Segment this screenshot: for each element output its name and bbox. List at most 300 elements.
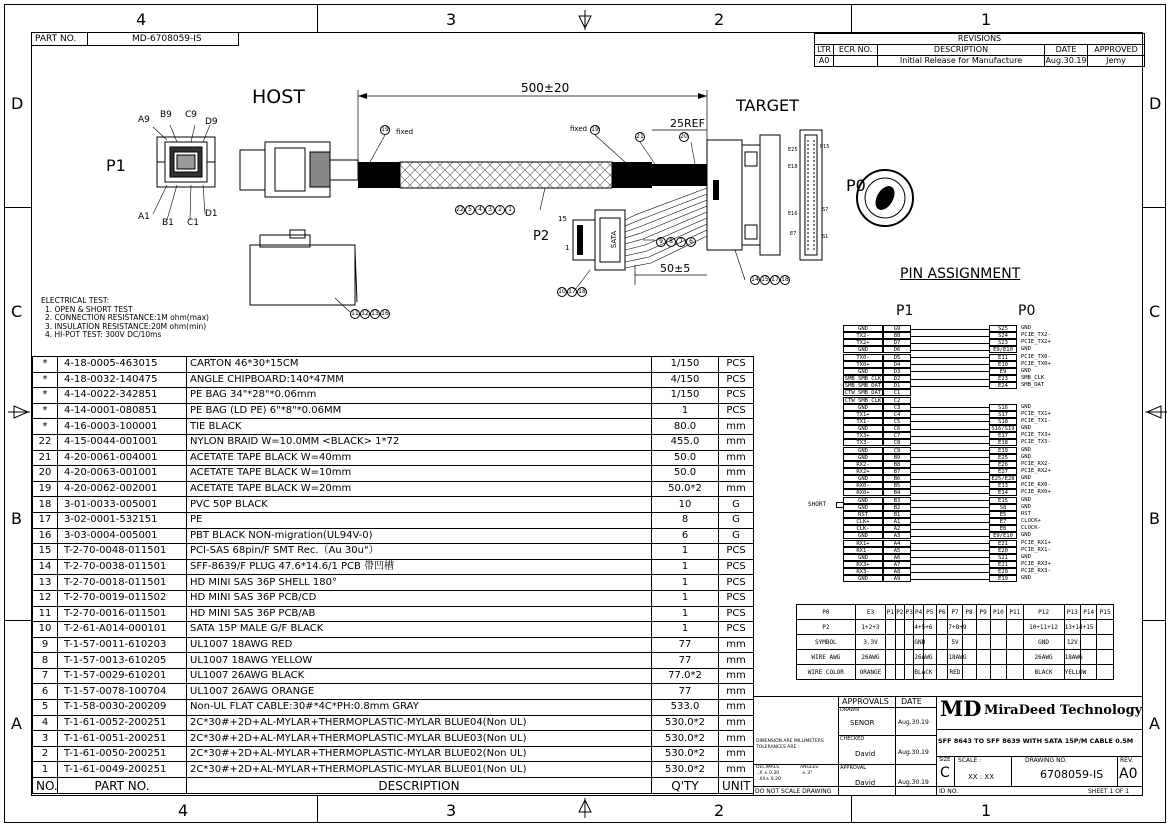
bom-row <box>33 590 754 606</box>
bom-cell: G <box>719 528 754 544</box>
bom-cell: mm <box>719 434 754 450</box>
bom-cell: SATA 15P MALE G/F BLACK <box>187 622 652 638</box>
bom-row <box>33 528 754 544</box>
wire-cell: 26AWG <box>914 650 923 665</box>
bom-row <box>33 544 754 560</box>
wire-cell: P1 <box>886 605 895 620</box>
pin-wire <box>911 572 989 573</box>
balloon: 13 <box>371 310 379 317</box>
pin-cell: A8 <box>883 568 911 575</box>
pin-cell: PCIE_TX2+ <box>1021 339 1051 346</box>
wire-cell <box>936 635 948 650</box>
bom-cell: T-1-61-0051-200251 <box>58 731 187 747</box>
bom-cell: T-1-57-0078-100704 <box>58 684 187 700</box>
bom-cell: 4-15-0044-001001 <box>58 434 187 450</box>
wire-cell <box>1007 665 1023 680</box>
pin-row <box>843 397 1063 404</box>
pin-cell: B6 <box>883 475 911 482</box>
bom-cell: 13 <box>33 575 58 591</box>
bom-cell: 533.0 <box>652 700 719 716</box>
bom-cell: mm <box>719 419 754 435</box>
pin-cell: GND <box>843 554 883 561</box>
p1-label: P1 <box>106 156 126 175</box>
host-connector-side-view <box>250 230 357 305</box>
bom-row <box>33 746 754 762</box>
no-scale-note: DO NOT SCALE DRAWING <box>755 788 832 795</box>
bom-row <box>33 357 754 373</box>
bom-cell: mm <box>719 746 754 762</box>
wire-cell: 13+14+15 <box>1064 620 1080 635</box>
pin-cell: E23 <box>989 375 1017 382</box>
tape-21 <box>652 164 707 186</box>
pin-wire <box>911 429 989 430</box>
electrical-test-line: 4. HI-POT TEST: 300V DC/10ms <box>45 330 162 339</box>
bom-row <box>33 606 754 622</box>
pin-wire <box>911 450 989 451</box>
bom-cell: PCS <box>719 403 754 419</box>
angles-label: ANGLES <box>800 765 819 770</box>
wire-cell: 10+11+12 <box>1023 620 1064 635</box>
drawn-label: DRAWN <box>840 707 859 713</box>
pin-wire <box>911 557 989 558</box>
short-label: SHORT <box>808 501 827 508</box>
pin-wire <box>911 407 989 408</box>
fixed-label: fixed <box>570 125 588 133</box>
pin-cell: GND <box>1021 325 1031 331</box>
wire-cell: P15 <box>1097 605 1114 620</box>
pin-cell: A4 <box>883 540 911 547</box>
bom-cell: 4-14-0022-342851 <box>58 388 187 404</box>
pin-cell: GND <box>843 425 883 432</box>
id-no-label: ID NO. <box>939 788 959 795</box>
wire-row <box>797 665 1114 680</box>
pin-cell: E20 <box>989 568 1017 575</box>
sata-text: SATA <box>610 230 619 249</box>
pin-cell: B8 <box>883 461 911 468</box>
pin-cell: C8 <box>883 439 911 446</box>
bom-row <box>33 668 754 684</box>
pin-cell: TX2+ <box>843 339 883 346</box>
bom-cell: T-2-70-0019-011502 <box>58 590 187 606</box>
balloon: 20 <box>680 133 688 140</box>
tolerance-x: .X ± 0.30 <box>758 771 780 776</box>
pin-cell: B5 <box>883 482 911 489</box>
rev-label: REV. <box>1120 757 1134 764</box>
balloon: 12 <box>361 310 369 317</box>
pin-cell: D2 <box>883 375 911 382</box>
balloon: 7 <box>676 237 686 247</box>
bom-cell: T-1-61-0050-200251 <box>58 746 187 762</box>
balloon: 9 <box>656 237 666 247</box>
pin-wire <box>911 550 989 551</box>
bom-cell: 22 <box>33 434 58 450</box>
wire-cell: GND <box>914 635 923 650</box>
wire-cell <box>990 650 1006 665</box>
balloon: 18 <box>578 288 586 295</box>
bom-cell: mm <box>719 450 754 466</box>
bom-cell: G <box>719 512 754 528</box>
wire-cell <box>905 650 914 665</box>
tb-line <box>1117 756 1118 786</box>
bom-cell: 2 <box>33 746 58 762</box>
company-name: MiraDeed Technology <box>984 703 1143 718</box>
wire-cell <box>895 665 904 680</box>
rev-header: DESCRIPTION <box>878 45 1045 56</box>
bom-cell: PCS <box>719 606 754 622</box>
bom-cell: mm <box>719 762 754 778</box>
balloon: 4 <box>475 205 485 215</box>
bom-cell: 4-16-0003-100001 <box>58 419 187 435</box>
bom-cell: * <box>33 403 58 419</box>
balloon-group-5 <box>350 309 390 319</box>
bom-cell: 2C*30#+2D+AL-MYLAR+THERMOPLASTIC-MYLAR BLUE02(Non UL) <box>187 746 652 762</box>
scale-label: SCALE : <box>958 757 982 764</box>
part-no-box <box>31 32 239 46</box>
pin-cell: GND <box>843 368 883 375</box>
bom-cell: mm <box>719 715 754 731</box>
bom-cell: 5 <box>33 700 58 716</box>
bom-cell: PCS <box>719 357 754 373</box>
center-mark-right <box>1145 405 1167 419</box>
rev-header: DATE <box>1045 45 1088 56</box>
approval-label: APPROVAL <box>840 765 867 771</box>
bom-cell: HD MINI SAS 36P PCB/CD <box>187 590 652 606</box>
wire-cell: P9 <box>976 605 990 620</box>
bom-cell: 6 <box>33 684 58 700</box>
pin-cell: A9 <box>883 575 911 582</box>
pin-cell: C4 <box>883 411 911 418</box>
pin-cell: GND <box>1021 532 1031 539</box>
pin-label: A9 <box>138 115 150 125</box>
pin-cell: E8 <box>989 525 1017 532</box>
tb-line <box>936 729 1143 730</box>
balloon: 1 <box>505 205 515 215</box>
electrical-test-line: 3. INSULATION RESISTANCE:20M ohm(min) <box>45 321 207 331</box>
bom-cell: 4-20-0061-004001 <box>58 450 187 466</box>
pin-cell: GND <box>1021 453 1031 460</box>
pin-cell: SMB_DAT <box>1021 382 1045 389</box>
pin-cell: D4 <box>883 361 911 368</box>
pin-cell: GND <box>843 447 883 454</box>
rev-cell: Aug.30.19 <box>1045 56 1087 65</box>
balloon: 6 <box>686 237 696 247</box>
pin-cell: E18 <box>989 439 1017 446</box>
pin-cell: B3 <box>883 497 911 504</box>
pin-row <box>843 389 1063 396</box>
balloon: 10 <box>558 288 566 295</box>
electrical-test-notes <box>41 297 209 340</box>
balloon: 18 <box>781 276 789 283</box>
p0-pin-label: P15 <box>820 144 830 150</box>
bom-row <box>33 715 754 731</box>
pin-wire <box>911 500 989 501</box>
bom-cell: 4-14-0001-080851 <box>58 403 187 419</box>
bom-row <box>33 466 754 482</box>
pin-cell: RST <box>1021 510 1031 517</box>
p0-pin-label: S1 <box>822 234 829 240</box>
bom-cell: UL1007 26AWG ORANGE <box>187 684 652 700</box>
sheet-label: SHEET 1 OF 1 <box>1088 788 1130 795</box>
bom-cell: mm <box>719 668 754 684</box>
pin-cell: D3 <box>883 368 911 375</box>
pin-cell: PCIE_TX2- <box>1021 332 1051 339</box>
bom-cell: 1 <box>652 575 719 591</box>
rev-cell <box>834 56 878 67</box>
pin-cell: CLK- <box>843 525 883 532</box>
pin-cell: E27 <box>989 468 1017 475</box>
wire-cell <box>936 665 948 680</box>
target-connector <box>707 135 780 255</box>
wire-cell: P4 <box>914 605 923 620</box>
bom-row <box>33 403 754 419</box>
pin-cell: A5 <box>883 547 911 554</box>
balloon: 3 <box>485 205 495 215</box>
pin-cell: SMB_CLK <box>1021 375 1045 382</box>
bom-cell: 1 <box>652 559 719 575</box>
pin-cell: RX3- <box>843 568 883 575</box>
balloon: 16 <box>381 310 389 317</box>
pin-cell: E9 <box>989 368 1017 375</box>
bom-cell: 4-20-0062-002001 <box>58 481 187 497</box>
pin-cell: GND <box>843 404 883 411</box>
sata-pin-label: 1 <box>565 244 570 252</box>
pin-cell: A7 <box>883 561 911 568</box>
pin-cell: TX1+ <box>843 411 883 418</box>
tolerance-xx: .XX± 0.20 <box>758 777 781 782</box>
flat-cable <box>625 188 707 268</box>
pin-cell: E25 <box>989 454 1017 461</box>
pin-cell: D7 <box>883 339 911 346</box>
bom-cell: 21 <box>33 450 58 466</box>
pin-assignment-table <box>843 325 1063 583</box>
pin-cell: B7 <box>883 468 911 475</box>
bom-header: PART NO. <box>58 778 187 794</box>
wire-cell <box>1007 635 1023 650</box>
wire-cell <box>1097 635 1114 650</box>
bom-row <box>33 653 754 669</box>
pin-wire <box>911 536 989 537</box>
pin-cell: GND <box>1021 496 1031 503</box>
wire-cell <box>976 650 990 665</box>
part-no-value: MD-6708059-IS <box>132 34 202 44</box>
checked-name: David <box>855 750 876 758</box>
pin-label: D1 <box>205 209 218 219</box>
pin-wire <box>911 336 989 337</box>
decimals-label: DECIMALS <box>756 765 780 770</box>
wire-cell <box>886 665 895 680</box>
pin-wire <box>911 436 989 437</box>
balloon: 5 <box>465 205 475 215</box>
wire-cell: P2 <box>797 620 856 635</box>
pin-wire <box>911 343 989 344</box>
wire-cell <box>976 665 990 680</box>
target-label: TARGET <box>736 96 799 115</box>
pin-cell: RX3+ <box>843 561 883 568</box>
revisions-table <box>814 33 1145 67</box>
wire-cell: P8 <box>962 605 976 620</box>
bom-cell: * <box>33 372 58 388</box>
length-dimension: 500±20 <box>521 81 570 95</box>
bom-cell: 10 <box>33 622 58 638</box>
bom-cell: PE BAG 34"*28"*0.06mm <box>187 388 652 404</box>
bom-cell: 16 <box>33 528 58 544</box>
pin-cell: E26 <box>989 461 1017 468</box>
bom-cell: PCS <box>719 544 754 560</box>
bom-cell: 530.0*2 <box>652 746 719 762</box>
bom-cell: 6 <box>652 528 719 544</box>
bom-cell: 10 <box>652 497 719 513</box>
pin-cell: S24 <box>989 332 1017 339</box>
zone-tick <box>4 620 31 621</box>
zone-col-label: 3 <box>446 801 457 820</box>
zone-row-label: C <box>1149 302 1161 321</box>
pin-cell: C7 <box>883 432 911 439</box>
bom-cell: UL1007 18AWG RED <box>187 637 652 653</box>
pin-cell: E9/E10 <box>989 532 1017 539</box>
fixed-label: fixed <box>396 128 414 136</box>
revisions-title: REVISIONS <box>815 34 1145 45</box>
bom-cell: PCI-SAS 68pin/F SMT Rec.（Au 30u"） <box>187 544 652 560</box>
bom-cell: 3-02-0001-532151 <box>58 512 187 528</box>
pin-wire <box>911 514 989 515</box>
wire-cell: P13 <box>1064 605 1080 620</box>
rev-cell: Initial Release for Manufacture <box>878 56 1045 67</box>
center-mark-bottom <box>578 798 592 818</box>
wire-cell: 26AWG <box>1023 650 1064 665</box>
pin-cell: S23 <box>989 339 1017 346</box>
drawing-no-label: DRAWING NO. <box>1025 757 1067 764</box>
bom-cell: PCS <box>719 372 754 388</box>
part-no-label: PART NO. <box>35 34 77 44</box>
pin-cell: CTW_SMB_CLK <box>844 397 882 404</box>
wire-cell <box>976 635 990 650</box>
wire-cell: 26AWG <box>855 650 886 665</box>
electrical-test-line: 2. CONNECTION RESISTANCE:1M ohm(max) <box>45 313 209 322</box>
pin-cell: C2 <box>883 397 911 404</box>
approvals-label: APPROVALS <box>842 697 889 706</box>
bom-cell: ACETATE TAPE BLACK W=40mm <box>187 450 652 466</box>
bom-cell: 1 <box>652 622 719 638</box>
bom-cell: 80.0 <box>652 419 719 435</box>
pin-cell: S8 <box>989 504 1017 511</box>
bom-cell: ANGLE CHIPBOARD:140*47MM <box>187 372 652 388</box>
pin-label: C9 <box>185 110 198 120</box>
pin-cell: PCIE_TX3+ <box>1021 432 1051 439</box>
bom-header-row <box>33 778 754 794</box>
tolerance-note: TOLERANCES ARE : <box>756 745 800 750</box>
p0-pin-label: E18 <box>788 164 798 170</box>
pin-cell: TX0- <box>843 354 883 361</box>
zone-row-label: D <box>11 94 24 113</box>
bom-cell: PVC 50P BLACK <box>187 497 652 513</box>
pin-wire <box>911 493 989 494</box>
wire-row <box>797 650 1114 665</box>
p0-pin-label: S7 <box>822 207 829 213</box>
drawing-no-value: 6708059-IS <box>1040 768 1104 781</box>
p0-end-view <box>800 130 822 260</box>
pin-wire <box>911 564 989 565</box>
pin-cell: PCIE_RX2- <box>1021 460 1051 467</box>
pin-wire <box>911 357 989 358</box>
date-label: DATE <box>901 697 922 706</box>
pin-cell: B2 <box>883 504 911 511</box>
pin-cell: RX1- <box>843 547 883 554</box>
checked-date: Aug.30.19 <box>898 749 929 756</box>
wire-cell <box>1007 650 1023 665</box>
wire-cell <box>895 650 904 665</box>
balloon: 21 <box>636 133 644 140</box>
zone-col-label: 4 <box>136 10 147 29</box>
balloon-group-2 <box>656 237 696 247</box>
pin-cell: E19 <box>989 575 1017 582</box>
wire-cell: WIRE AWG <box>797 650 856 665</box>
wire-cell: 18AWG <box>948 650 962 665</box>
pin-wire <box>911 464 989 465</box>
wire-cell <box>990 635 1006 650</box>
bom-cell: T-2-70-0016-011501 <box>58 606 187 622</box>
pin-cell: E9/E10 <box>989 346 1017 353</box>
bom-cell: 1 <box>652 606 719 622</box>
electrical-test-line: 1. OPEN & SHORT TEST <box>45 304 133 314</box>
bom-cell: 1/150 <box>652 357 719 373</box>
pin-cell: RX1+ <box>843 540 883 547</box>
pin-label: B1 <box>162 218 174 228</box>
wire-cell <box>1097 650 1114 665</box>
balloon: 17 <box>568 288 576 295</box>
wire-cell: RED <box>948 665 962 680</box>
balloon: 2 <box>495 205 505 215</box>
pin-cell: GND <box>843 346 883 353</box>
bom-cell: ACETATE TAPE BLACK W=20mm <box>187 481 652 497</box>
bom-cell: T-1-57-0013-610205 <box>58 653 187 669</box>
bom-cell: UL1007 18AWG YELLOW <box>187 653 652 669</box>
bom-cell: 14 <box>33 559 58 575</box>
bom-cell: 1 <box>652 403 719 419</box>
pin-p1-header: P1 <box>896 303 914 319</box>
balloon-group-1 <box>455 205 515 215</box>
pin-wire <box>911 529 989 530</box>
pin-cell: PCIE_RX3- <box>1021 568 1051 575</box>
bom-cell: 50.0 <box>652 450 719 466</box>
checked-label: CHECKED <box>840 736 865 742</box>
pin-cell: TX3+ <box>843 432 883 439</box>
bom-header: NO. <box>33 778 58 794</box>
wire-cell: E3 <box>855 605 886 620</box>
pin-cell: RX2+ <box>843 468 883 475</box>
pin-cell: E5 <box>989 511 1017 518</box>
wire-cell <box>976 620 990 635</box>
bom-cell: 15 <box>33 544 58 560</box>
zone-tick <box>851 4 852 32</box>
zone-col-label: 3 <box>446 10 457 29</box>
p0-pin-label: E25 <box>788 147 798 153</box>
pin-cell: GND <box>1021 346 1031 353</box>
bom-cell: T-2-70-0018-011501 <box>58 575 187 591</box>
bom-cell: UL1007 26AWG BLACK <box>187 668 652 684</box>
drawn-date: Aug.30.19 <box>898 719 929 726</box>
bom-cell: 530.0*2 <box>652 715 719 731</box>
wire-row <box>797 605 1114 620</box>
bom-cell: PCS <box>719 388 754 404</box>
bom-cell: PCS <box>719 575 754 591</box>
pin-cell: S21 <box>989 554 1017 561</box>
bom-cell: TIE BLACK <box>187 419 652 435</box>
pin-cell: PCIE_TX3- <box>1021 439 1051 446</box>
bom-cell: 1 <box>652 590 719 606</box>
wire-cell: BLACK <box>914 665 923 680</box>
pin-label: A1 <box>138 212 150 222</box>
p0-pin-label: E16 <box>788 211 798 217</box>
